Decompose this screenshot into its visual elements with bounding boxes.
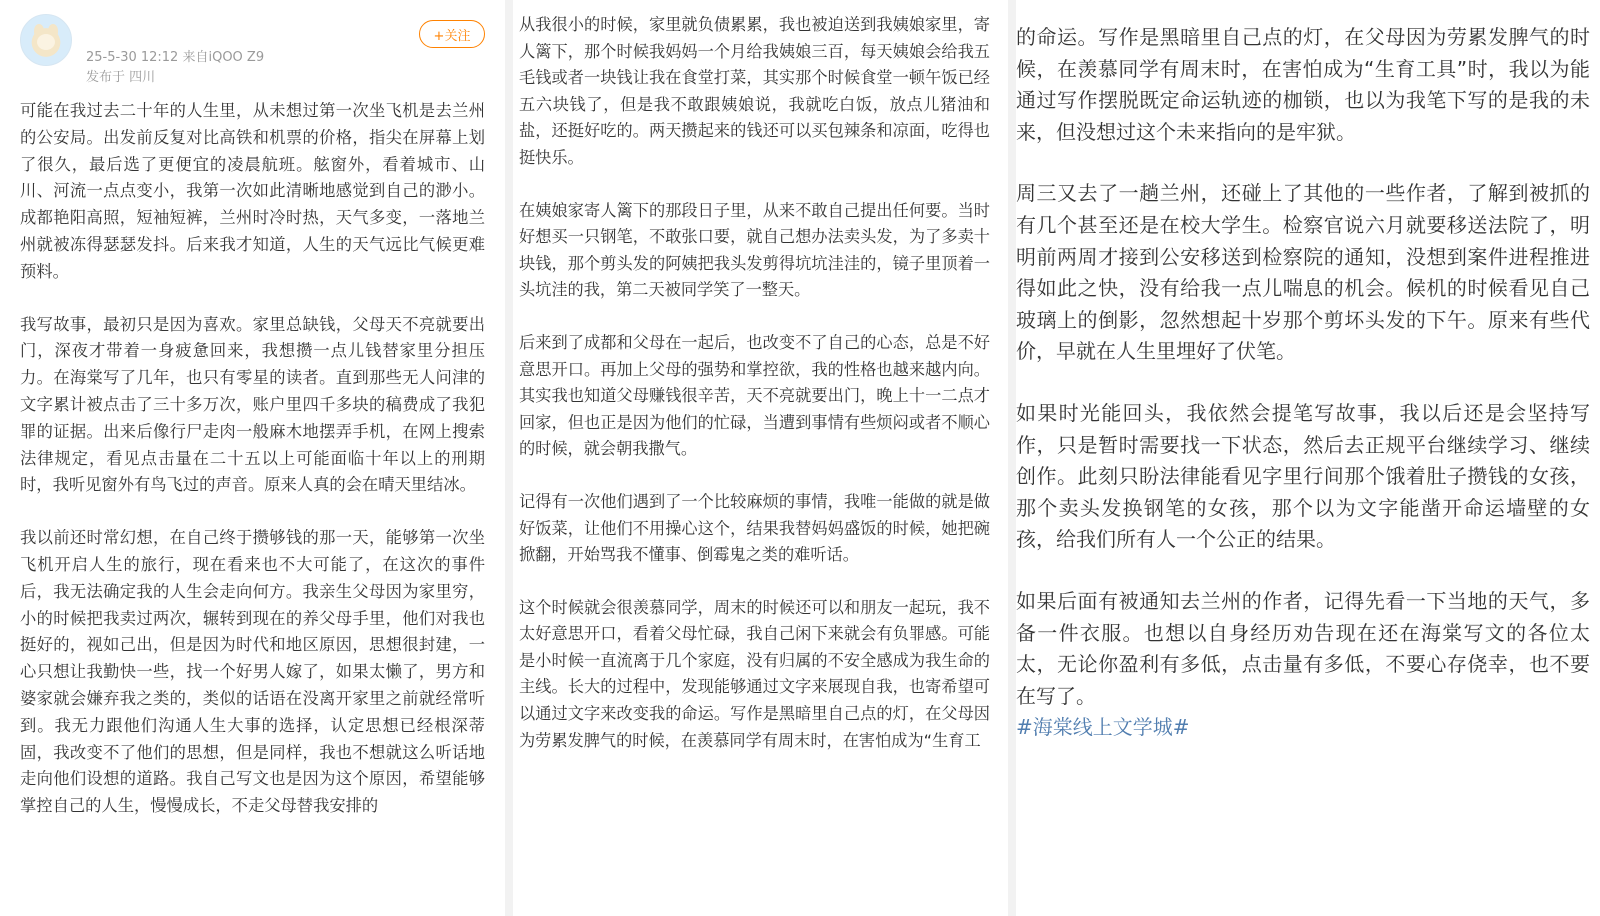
post-paragraph: 在姨娘家寄人篱下的那段日子里，从来不敢自己提出任何要。当时好想买一只钢笔，不敢张口要，就自己想办法卖头发，为了多卖十块钱，那个剪头发的阿姨把我头发剪得坑坑洼洼的，镜子里顶着一头坑洼的我，第二天被同学笑了一整天。 [519,200,990,300]
avatar[interactable] [20,14,72,66]
post-panel-2 [513,0,1008,916]
follow-button[interactable]: +关注 [419,20,485,48]
post-body [0,98,505,820]
post-paragraph: 后来到了成都和父母在一起后，也改变不了自己的心态，总是不好意思开口。再加上父母的强势和掌控欲，我的性格也越来越内向。其实我也知道父母赚钱很辛苦，天不亮就要出门，晚上十一二点才回家，但也正是因为他们的忙碌，当遭到事情有些烦闷或者不顺心的时候，就会朝我撒气。 [519,332,990,459]
post-body [1016,22,1600,744]
hashtag-link[interactable]: #海棠线上文学城# [1016,715,1190,740]
post-date: 25-5-30 12:12 [86,50,179,65]
post-paragraph: 我以前还时常幻想，在自己终于攒够钱的那一天，能够第一次坐飞机开启人生的旅行，现在看来也不大可能了，在这次的事件后，我无法确定我的人生会走向何方。我亲生父母因为家里穷，小的时候把我卖过两次，辗转到现在的养父母手里，他们对我也挺好的，视如己出，但是因为时代和地区原因，思想很封建，一心只想让我勤快一些，找一个好男人嫁了，如果太懒了，男方和婆家就会嫌弃我之类的，类似的话语在没离开家里之前就经常听到。我无力跟他们沟通人生大事的选择，认定思想已经根深蒂固，我改变不了他们的思想，但是同样，我也不想就这么听话地走向他们设想的道路。我自己写文也是因为这个原因，希望能够掌控自己的人生，慢慢成长，不走父母替我安排的 [20,528,485,816]
post-paragraph: 这个时候就会很羡慕同学，周末的时候还可以和朋友一起玩，我不太好意思开口，看着父母忙碌，我自己闲下来就会有负罪感。可能是小时候一直流离于几个家庭，没有归属的不安全感成为我生命的主线。长大的过程中，发现能够通过文字来展现自我，也寄希望可以通过文字来改变我的命运。写作是黑暗里自己点的灯，在父母因为劳累发脾气的时候，在羡慕同学有周末时，在害怕成为“生育工 [519,597,990,750]
post-paragraph: 从我很小的时候，家里就负债累累，我也被迫送到我姨娘家里，寄人篱下，那个时候我妈妈一个月给我姨娘三百，每天姨娘会给我五毛钱或者一块钱让我在食堂打菜，其实那个时候食堂一顿午饭已经五六块钱了，但是我不敢跟姨娘说，我就吃白饭，放点儿猪油和盐，还挺好吃的。两天攒起来的钱还可以买包辣条和凉面，吃得也挺快乐。 [519,15,990,167]
post-paragraph: 周三又去了一趟兰州，还碰上了其他的一些作者，了解到被抓的有几个甚至还是在校大学生。检察官说六月就要移送法院了，明明前两周才接到公安移送到检察院的通知，没想到案件进程推进得如此之快，没有给我一点儿喘息的机会。候机的时候看见自己玻璃上的倒影，忽然想起十岁那个剪坏头发的下午。原来有些代价，早就在人生里埋好了伏笔。 [1016,181,1590,364]
post-meta [86,46,264,65]
post-paragraph: 我写故事，最初只是因为喜欢。家里总缺钱，父母天不亮就要出门，深夜才带着一身疲惫回来，我想攒一点儿钱替家里分担压力。在海棠写了几年，也只有零星的读者。直到那些无人问津的文字累计被点击了三十多万次，账户里四千多块的稿费成了我犯罪的证据。出来后像行尸走肉一般麻木地摆弄手机，在网上搜索法律规定，看见点击量在二十五以上可能面临十年以上的刑期时，我听见窗外有鸟飞过的声音。原来人真的会在晴天里结冰。 [20,314,485,495]
post-header [0,0,505,98]
post-body [513,12,1008,754]
post-paragraph: 如果后面有被通知去兰州的作者，记得先看一下当地的天气，多备一件衣服。也想以自身经历劝告现在还在海棠写文的各位太太，无论你盈利有多低，点击量有多低，不要心存侥幸，也不要在写了。 [1016,588,1590,708]
post-paragraph: 的命运。写作是黑暗里自己点的灯，在父母因为劳累发脾气的时候，在羡慕同学有周末时，在害怕成为“生育工具”时，我以为能通过写作摆脱既定命运轨迹的枷锁，也以为我笔下写的是我的未来，但没想过这个未来指向的是牢狱。 [1016,25,1590,144]
avatar-face [37,34,55,50]
post-paragraph: 可能在我过去二十年的人生里，从未想过第一次坐飞机是去兰州的公安局。出发前反复对比高铁和机票的价格，指尖在屏幕上划了很久，最后选了更便宜的凌晨航班。舷窗外，看着城市、山川、河流一点点变小，我第一次如此清晰地感觉到自己的渺小。成都艳阳高照，短袖短裤，兰州时冷时热，天气多变，一落地兰州就被冻得瑟瑟发抖。后来我才知道，人生的天气远比气候更难预料。 [20,101,485,281]
post-source: 来自iQOO Z9 [182,50,265,65]
post-panel-3 [1016,0,1600,916]
post-location: 发布于 四川 [86,70,156,85]
panel-divider [1008,0,1016,916]
panel-divider [505,0,513,916]
post-paragraph: 记得有一次他们遇到了一个比较麻烦的事情，我唯一能做的就是做好饭菜，让他们不用操心这个，结果我替妈妈盛饭的时候，她把碗掀翻，开始骂我不懂事、倒霉鬼之类的难听话。 [519,491,990,565]
post-paragraph: 如果时光能回头，我依然会提笔写故事，我以后还是会坚持写作，只是暂时需要找一下状态，然后去正规平台继续学习、继续创作。此刻只盼法律能看见字里行间那个饿着肚子攒钱的女孩，那个卖头发换钢笔的女孩，那个以为文字能凿开命运墙壁的女孩，给我们所有人一个公正的结果。 [1016,400,1590,552]
post-panel-1 [0,0,505,916]
